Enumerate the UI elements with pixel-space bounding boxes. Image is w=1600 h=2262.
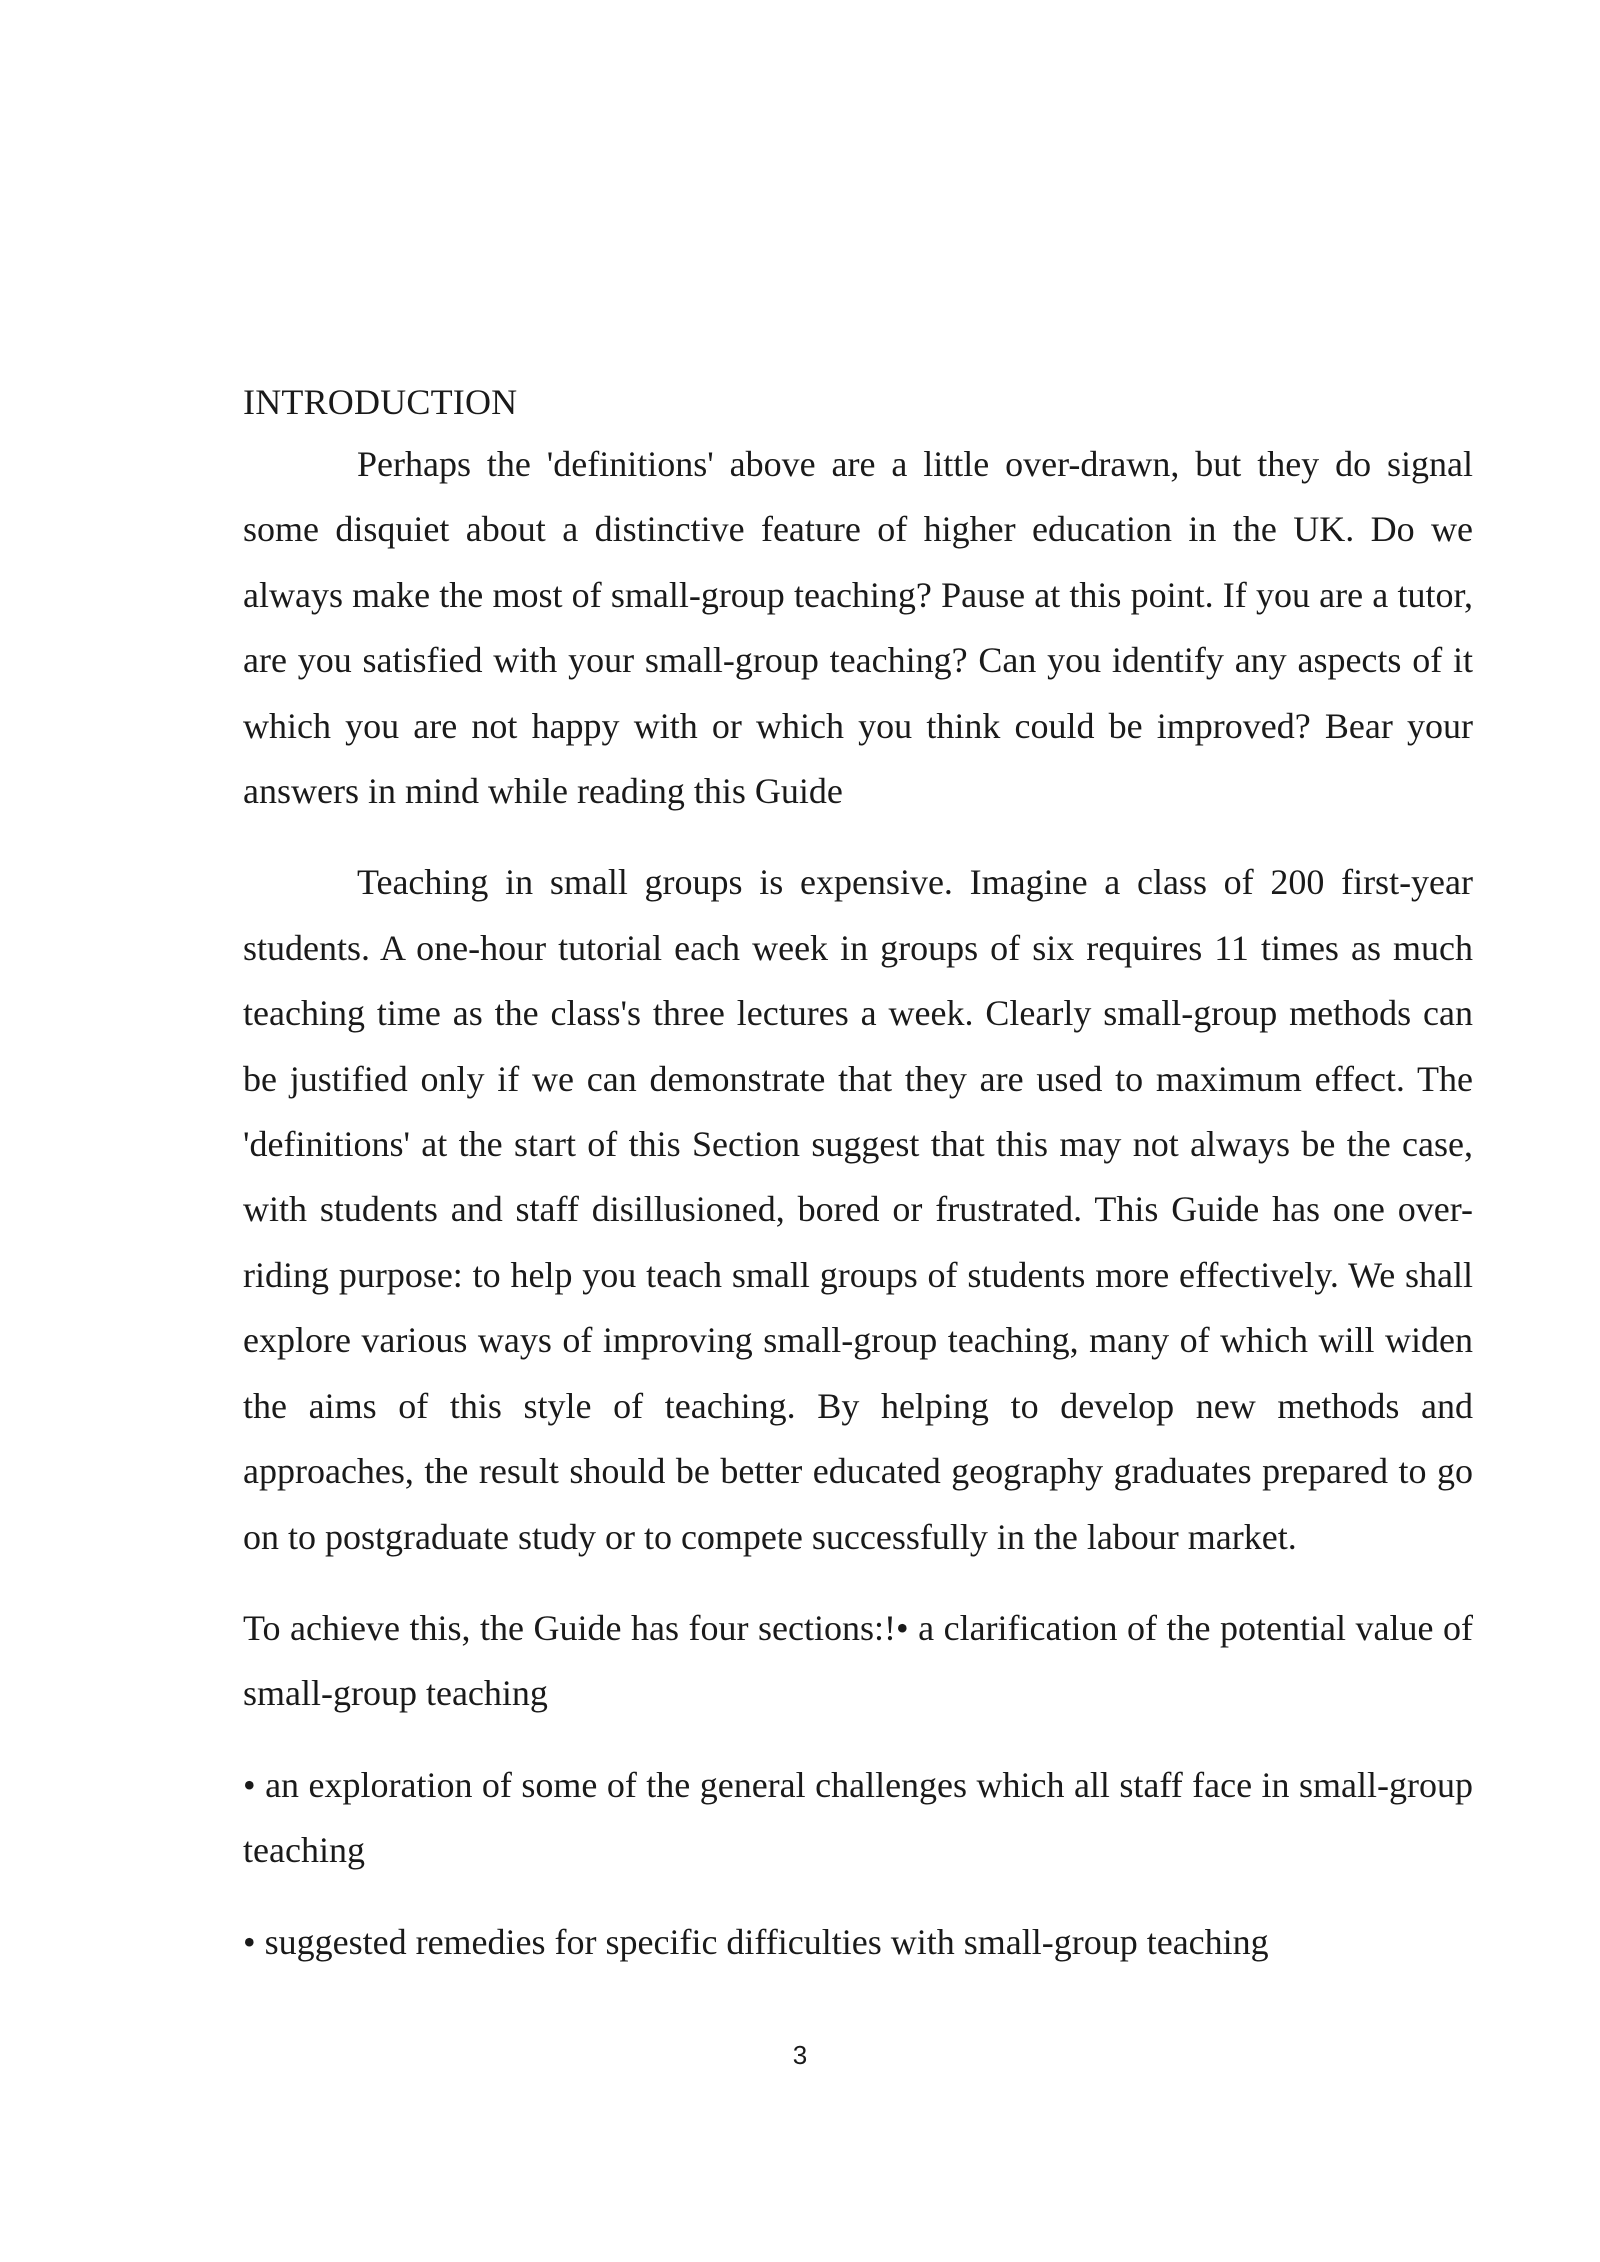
bullet-item-remedies: • suggested remedies for specific difficulties with small-group teaching [243, 1921, 1269, 1962]
bullet-item-challenges: • an exploration of some of the general challenges which all staff face in small-group teaching [243, 1764, 1473, 1871]
section-heading: INTRODUCTION [243, 382, 518, 422]
page-content [243, 372, 1473, 1975]
paragraph-intro: Perhaps the 'definitions' above are a little over-drawn, but they do signal some disquiet about a distinctive feature of higher education in the UK. Do we always make the most of small-group teaching? Pause at this point. If you are a tutor, are you satisfied with your small-group teaching? Can you identify any aspects of it which you are not happy with or which you think could be improved? Bear your answers in mind while reading this Guide [243, 444, 1473, 812]
paragraph-cost: Teaching in small groups is expensive. Imagine a class of 200 first-year students. A one-hour tutorial each week in groups of six requires 11 times as much teaching time as the class's three lectures a week. Clearly small-group methods can be justified only if we can demonstrate that they are used to maximum effect. The 'definitions' at the start of this Section suggest that this may not always be the case, with students and staff disillusioned, bored or frustrated. This Guide has one over-riding purpose: to help you teach small groups of students more effectively. We shall explore various ways of improving small-group teaching, many of which will widen the aims of this style of teaching. By helping to develop new methods and approaches, the result should be better educated geography graduates prepared to go on to postgraduate study or to compete successfully in the labour market. [243, 862, 1473, 1557]
paragraph-sections: To achieve this, the Guide has four sections:!• a clarification of the potential value of small-group teaching [243, 1607, 1473, 1714]
page-number: 3 [792, 2040, 808, 2070]
